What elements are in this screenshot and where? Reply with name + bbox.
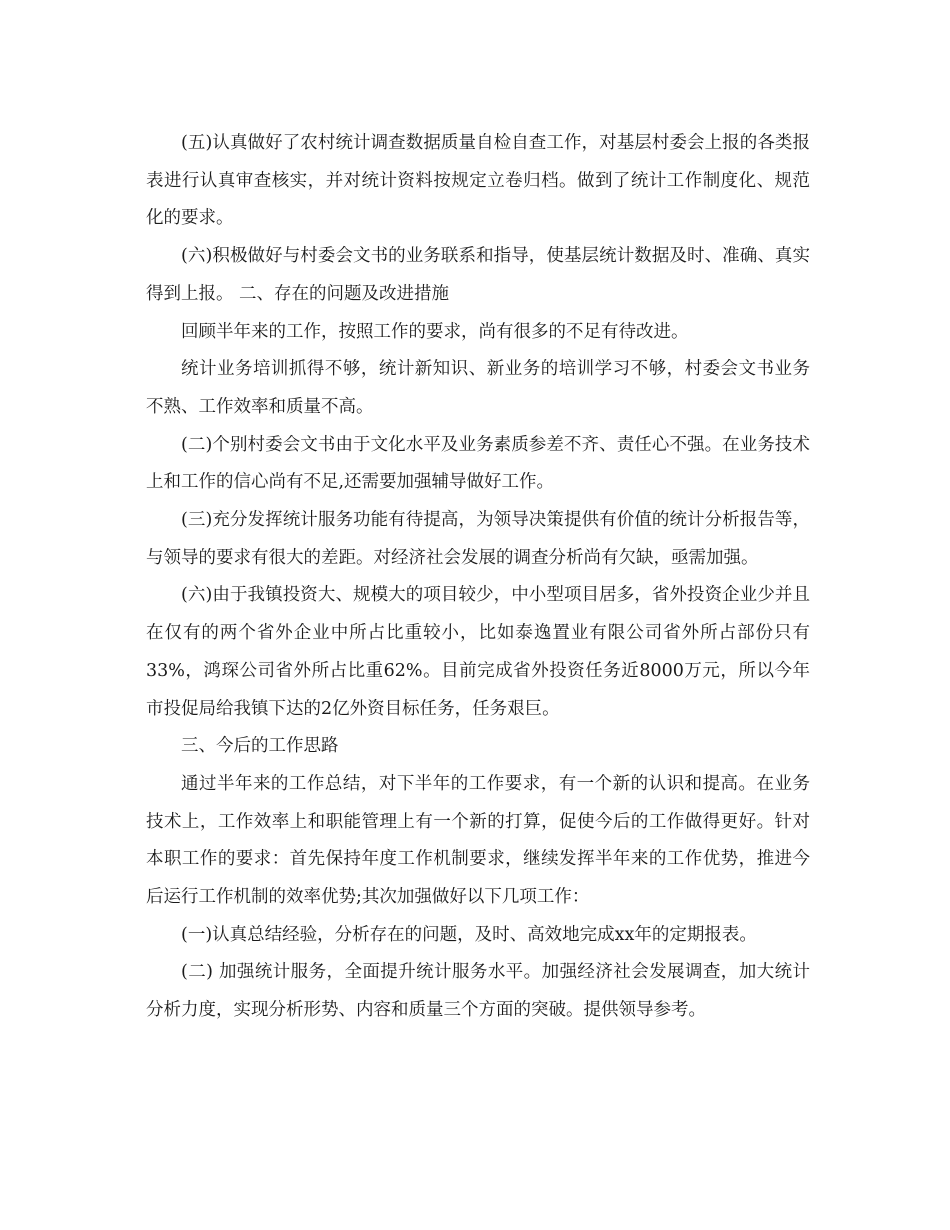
paragraph: (六)由于我镇投资大、规模大的项目较少，中小型项目居多，省外投资企业少并且在仅有的两个省外企业中所占比重较小，比如泰逸置业有限公司省外所占部份只有33%，鸿琛公司省外所占比重62%。目前完成省外投资任务近8000万元，所以今年市投促局给我镇下达的2亿外资目标任务，任务艰巨。 (146, 585, 810, 719)
paragraph: (三)充分发挥统计服务功能有待提高，为领导决策提供有价值的统计分析报告等，与领导的要求有很大的差距。对经济社会发展的调查分析尚有欠缺，亟需加强。 (146, 510, 810, 568)
paragraph: (六)积极做好与村委会文书的业务联系和指导，使基层统计数据及时、准确、真实得到上报。 二、存在的问题及改进措施 (146, 246, 810, 304)
paragraph: 统计业务培训抓得不够，统计新知识、新业务的培训学习不够，村委会文书业务不熟、工作效率和质量不高。 (146, 359, 810, 417)
paragraph: (一)认真总结经验，分析存在的问题，及时、高效地完成xx年的定期报表。 (181, 924, 757, 945)
section-heading: 三、今后的工作思路 (181, 736, 339, 757)
paragraph: (五)认真做好了农村统计调查数据质量自检自查工作，对基层村委会上报的各类报表进行认真审查核实，并对统计资料按规定立卷归档。做到了统计工作制度化、规范化的要求。 (146, 133, 810, 229)
paragraph: (二)个别村委会文书由于文化水平及业务素质参差不齐、责任心不强。在业务技术上和工作的信心尚有不足,还需要加强辅导做好工作。 (146, 434, 810, 493)
paragraph: (二) 加强统计服务，全面提升统计服务水平。加强经济社会发展调查，加大统计分析力度，实现分析形势、内容和质量三个方面的突破。提供领导参考。 (146, 962, 810, 1021)
document-body (146, 125, 810, 1030)
paragraph: 回顾半年来的工作，按照工作的要求，尚有很多的不足有待改进。 (181, 321, 689, 342)
paragraph: 通过半年来的工作总结，对下半年的工作要求，有一个新的认识和提高。在业务技术上，工作效率上和职能管理上有一个新的打算，促使今后的工作做得更好。针对本职工作的要求：首先保持年度工作机制要求，继续发挥半年来的工作优势，推进今后运行工作机制的效率优势;其次加强做好以下几项工作： (146, 773, 810, 908)
